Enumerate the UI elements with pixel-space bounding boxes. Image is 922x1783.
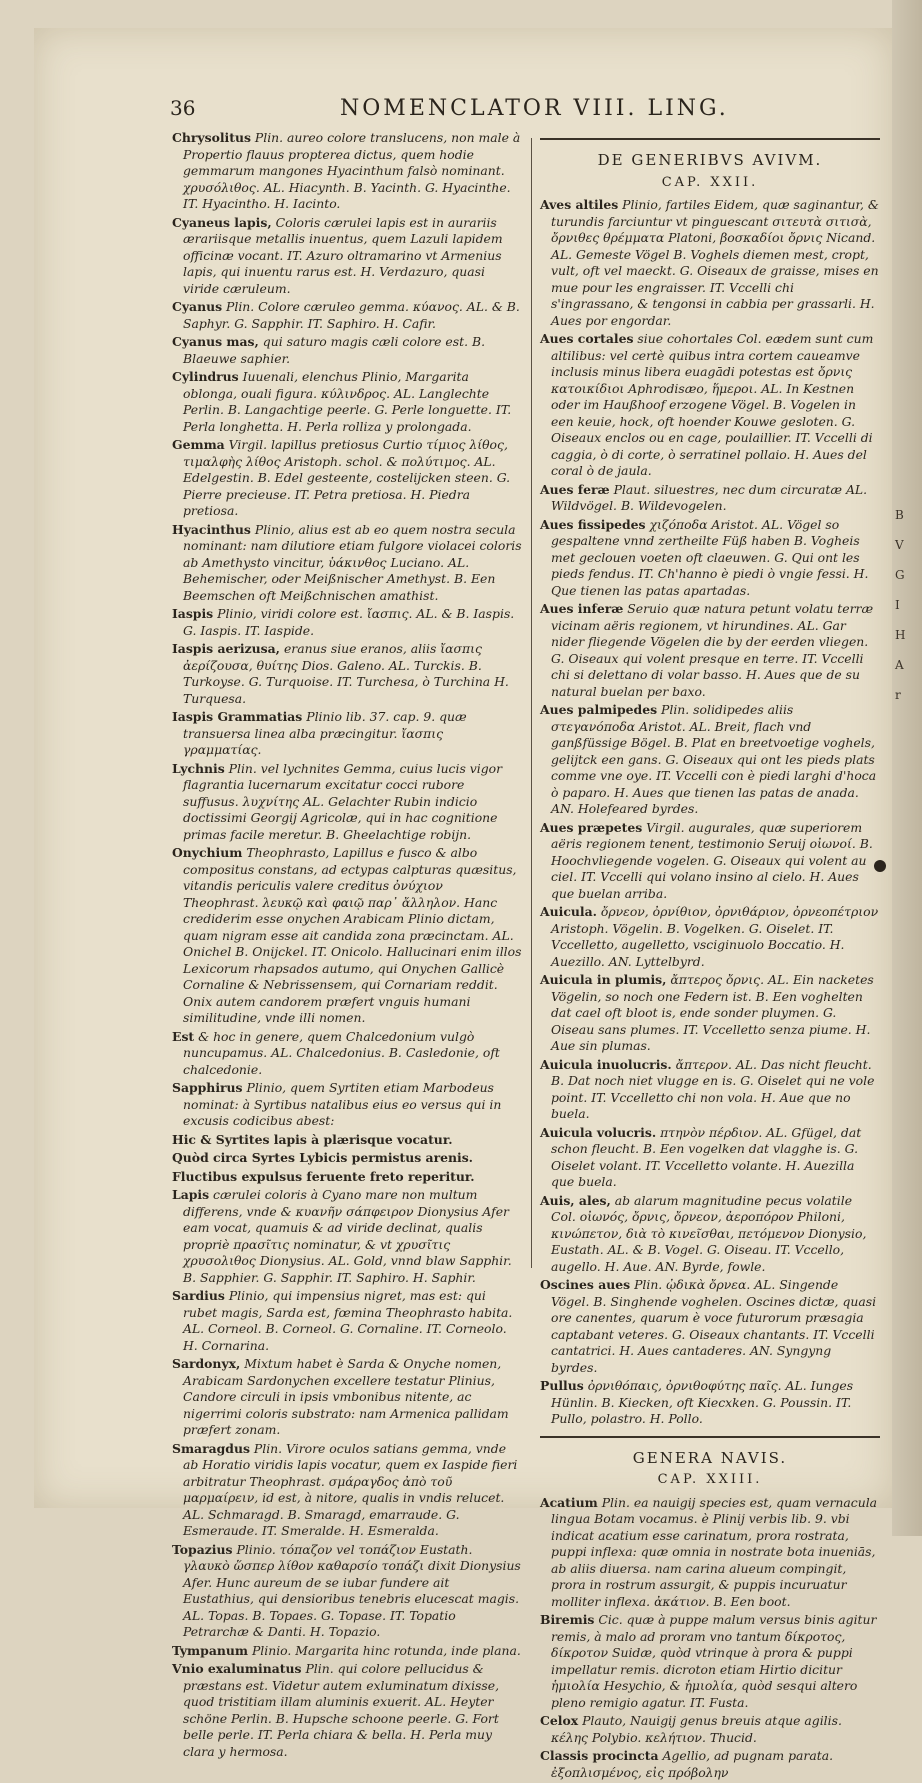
entry: Hyacinthus Plinio, alius est ab eo quem nostra secula nominant: nam dilutiore etiam fulgore violacei coloris ab Amethysto vincitur, ὑάκινθος Luciano. AL. Behemischer, oder Meißnischer Amethyst. B. Een Beemschen oft Meißchnischen amathist. xyxy=(172,521,522,603)
page-number: 36 xyxy=(170,96,196,120)
entry: Acatium Plin. ea nauigij species est, quam vernacula lingua Botam vocamus. è Plinij verbis lib. 9. vbi indicat acatium esse carinatum, prora rostrata, puppi inflexa: quæ omnia in nostrate bota inueniās, ab aliis diuersa. nam carina alueum compingit, prora in rostrum assurgit, & puppis incuruatur molliter inflexa. ἀκάτιον. B. Een boot. xyxy=(540,1494,878,1609)
section-rule xyxy=(540,1436,880,1438)
entry: Sardonyx, Mixtum habet è Sarda & Onyche nomen, Arabicam Sardonychen excellere testatur Plinius, Candore circuli in ipsis vmbonibus nitente, ac nigerrimi coloris substrato: nam Armenica pallidam præfert zonam. xyxy=(172,1356,509,1437)
section-rule xyxy=(540,138,880,140)
entry: Classis procincta Agellio, ad pugnam parata. ἐξοπλισμένος, εἰς πρόβολην xyxy=(540,1748,834,1780)
entry: Smaragdus Plin. Virore oculos satians gemma, vnde ab Horatio viridis lapis vocatur, quem ex Iaspide fieri arbitratur Theophrast. σμάραγδος ἀπὸ τοῦ μαρμαίρειν, id est, à nitore, qualis in vndis relucet. AL. Schmaragd. B. Smaragd, emarraude. G. Esmeraude. IT. Smeralde. H. Esmeralda. xyxy=(172,1440,518,1538)
page-header xyxy=(170,96,890,130)
entry: Auicula in plumis, ἄπτερος ὄρνις. AL. Ein nacketes Vögelin, so noch one Federn ist. B. Een voghelten dat cael oft bloot is, ende sonder pluymen. G. Oiseau sans plumes. IT. Vccelletto senza piume. H. Aue sin plumas. xyxy=(540,972,874,1053)
entry: Cyaneus lapis, Coloris cærulei lapis est in aurariis ærariisque metallis inuentus, quem Lazuli lapidem officinæ vocant. IT. Azuro oltramarino vt Armenius lapis, qui inuentu rarus est. H. Verdazuro, quasi viride cæruleum. xyxy=(172,214,503,296)
ink-blot xyxy=(874,860,886,872)
entry: Celox Plauto, Nauigij genus breuis atque agilis. κέλης Polybio. κελήτιον. Thucid. xyxy=(540,1713,842,1745)
entry: Pullus ὀρνιθόπαις, ὀρνιθοφύτης παῖς. AL. Iunges Hünlin. B. Kiecken, oft Kiecxken. G. Poussin. IT. Pullo, polastro. H. Pollo. xyxy=(540,1378,854,1426)
entry: Chrysolitus Plin. aureo colore translucens, non male à Propertio flauus propterea dictus, quem hodie gemmarum mangones Hyacinthum falsò nominant. χρυσόλιθος. AL. Hiacynth. B. Yacinth. G. Hyacinthe. IT. Hyacintho. H. Iacinto. xyxy=(172,130,521,211)
entry: Cylindrus Iuuenali, elenchus Plinio, Margarita oblonga, ouali figura. κύλινδρος. AL. Langlechte Perlin. B. Langachtige peerle. G. Perle longuette. IT. Perla longhetta. H. Perla rolliza y prolongada. xyxy=(172,369,512,434)
entry: Quòd circa Syrtes Lybicis permistus arenis. xyxy=(172,1150,473,1165)
entry: Lychnis Plin. vel lychnites Gemma, cuius lucis vigor flagrantia lucernarum excitatur cocci rubore suffusus. λυχνίτης AL. Gelachter Rubin indicio doctissimi Georgij Agricolæ, qui in hac cognitione primas facile meretur. B. Gheelachtige robijn. xyxy=(172,760,503,842)
entry: Aues inferæ Seruio quæ natura petunt volatu terræ vicinam aëris regionem, vt hirundines. AL. Gar nider fliegende Vögelen die by der eerden vliegen. G. Oiseaux qui volent presque en terre. IT. Vccelli chi si delettano di volar basso. H. Aues que de su natural buelan per baxo. xyxy=(540,601,874,699)
adjacent-page-edge xyxy=(892,0,922,1536)
entry: Oscines aues Plin. ᾠδικὰ ὄρνεα. AL. Singende Vögel. B. Singhende voghelen. Oscines dictæ, quasi ore canentes, quarum è voce futurorum præsagia captabant veteres. G. Oiseaux chantants. IT. Vccelli cantatrici. H. Aues cantaderes. AN. Syngyng byrdes. xyxy=(540,1277,877,1375)
entry: Hic & Syrtites lapis à plærisque vocatur. xyxy=(172,1131,453,1147)
entry: Tympanum Plinio. Margarita hinc rotunda, inde plana. xyxy=(172,1642,521,1658)
entry: Topazius Plinio. τόπαζον vel τοπάζιον Eustath. γλαυκὸ ὥσπερ λίθον καθαρσίο τοπάζι dixit Dionysius Afer. Hunc aureum de se iubar fundere ait Eustathius, qui densioribus tenebris elucescat magis. AL. Topas. B. Topaes. G. Topase. IT. Topatio Petrarchæ & Danti. H. Topazio. xyxy=(172,1541,521,1639)
entry: Auicula volucris. πτηνὸν πέρδιον. AL. Gfügel, dat schon fleucht. B. Een vogelken dat vlagghe is. G. Oiselet volant. IT. Vccelletto volante. H. Auezilla que buela. xyxy=(540,1124,862,1189)
entry: Iaspis Plinio, viridi colore est. ἴασπις. AL. & B. Iaspis. G. Iaspis. IT. Iaspide. xyxy=(172,606,515,638)
entry: Aues palmipedes Plin. solidipedes aliis στεγανόποδα Aristot. AL. Breit, flach vnd ganßfüssige Bögel. B. Plat en breetvoetige voghels, gelijtck een gans. G. Oiseaux qui ont les pieds plats comme vne oye. IT. Vccelli con è piedi larghi d'hoca ò paparo. H. Aues que tienen las patas de anada. AN. Holefeared byrdes. xyxy=(540,702,877,816)
chapter-heading: CAP. XXII. xyxy=(661,174,759,190)
entry: Auis, ales, ab alarum magnitudine pecus volatile Col. οἰωνός, ὄρνις, ὄρνεον, ἀεροπόρον Philoni, κινώπετον, διὰ τὸ κινεῖσθαι, πετόμενον Dionysio, Eustath. AL. & B. Vogel. G. Oiseau. IT. Vccello, augello. H. Aue. AN. Byrde, fowle. xyxy=(540,1192,867,1274)
entry: Aues fissipedes χιζόποδα Aristot. AL. Vögel so gespaltene vnnd zertheilte Füß haben B. Vogheis met geclouen voeten oft claeuwen. G. Qui ont les pieds fendus. IT. Ch'hanno è piedi ò vngie fessi. H. Que tienen las patas apartadas. xyxy=(540,516,869,598)
entry: Lapis cærulei coloris à Cyano mare non multum differens, vnde & κυανῆν σάπφειρον Dionysius Afer eam vocat, quamuis & ad viride declinat, qualis propriè πρασῖτις nominatur, & vt χρυσῖτις χρυσολιθος Dionysius. AL. Gold, vnnd blaw Sapphir. B. Sapphier. G. Sapphir. IT. Saphiro. H. Saphir. xyxy=(172,1187,512,1285)
entry: Auicula inuolucris. ἄπτερον. AL. Das nicht fleucht. B. Dat noch niet vlugge en is. G. Oiselet qui ne vole point. IT. Vccelletto chi non vola. H. Aue que no buela. xyxy=(540,1056,875,1121)
entry: Auicula. ὄρνεον, ὀρνίθιον, ὀρνιθάριον, ὀρνεοπέτριον Aristoph. Vögelin. B. Vogelken. G. Oiselet. IT. Vccelletto, augelletto, vsciginuolo Boccatio. H. Auezillo. AN. Lyttelbyrd. xyxy=(540,904,879,969)
left-column xyxy=(172,130,522,1762)
entry: Est & hoc in genere, quem Chalcedonium vulgò nuncupamus. AL. Chalcedonius. B. Casledonie, oft chalcedonie. xyxy=(172,1028,500,1077)
adjacent-page-letters: B V G I H A r xyxy=(895,508,906,702)
column-divider xyxy=(531,138,532,1268)
entry: Sapphirus Plinio, quem Syrtiten etiam Marbodeus nominat: à Syrtibus natalibus eius eo versus qui in excusis codicibus abest: xyxy=(172,1080,502,1128)
entry: Cyanus mas, qui saturo magis cæli colore est. B. Blaeuwe saphier. xyxy=(172,334,486,366)
entry: Iaspis aerizusa, eranus siue eranos, aliis ἴασπις ἀερίζουσα, θυίτης Dios. Galeno. AL. Turckis. B. Turkoyse. G. Turquoise. IT. Turchesa, ò Turchina H. Turquesa. xyxy=(172,641,509,706)
entry: Cyanus Plin. Colore cæruleo gemma. κύανος. AL. & B. Saphyr. G. Sapphir. IT. Saphiro. H. Cafir. xyxy=(172,299,520,331)
section-title-ships: GENERA NAVIS. xyxy=(632,1448,788,1467)
entry: Vnio exaluminatus Plin. qui colore pellucidus & præstans est. Videtur autem exluminatum dixisse, quod tristitiam illam aluminis exuerit. AL. Heyter schöne Perlin. B. Hupsche schoone peerle. G. Fort belle perle. IT. Perla chiara & bella. H. Perla muy clara y hermosa. xyxy=(172,1661,500,1759)
entry: Aves altiles Plinio, fartiles Eidem, quæ saginantur, & turundis farciuntur vt pinguescant σιτευτὰ σιτισὰ, ὄρνιθες θρέμματα Platoni, βοσκαδίοι ὄρνις Nicand. AL. Gemeste Vögel B. Voghels diemen mest, cropt, vult, oft vel maeckt. G. Oiseaux de graisse, mises en mue pour les engraisser. IT. Vccelli chi s'ingrassano, & tengonsi in cabbia per grassarli. H. Aues por engordar. xyxy=(540,197,879,328)
entry: Aues cortales siue cohortales Col. eædem sunt cum altilibus: vel certè quibus intra cortem caueamve inclusis minus libera euagādi potestas est ὄρνις κατοικίδιοι Aphrodisæo, ἥμεροι. AL. In Kestnen oder im Haußhoof erzogene Vögel. B. Vogelen in een keuie, hock, oft hoender Kouwe gesloten. G. Oiseaux enclos ou en cage, poulaillier. IT. Vccelli di caggia, ò di corte, ò serratinel pollaio. H. Aues del coral ò de jaula. xyxy=(540,331,874,478)
running-title: NOMENCLATOR VIII. LING. xyxy=(340,96,729,121)
entry: Iaspis Grammatias Plinio lib. 37. cap. 9. quæ transuersa linea alba præcingitur. ἴασπις γραμματίας. xyxy=(172,709,467,757)
entry: Aues præpetes Virgil. augurales, quæ superiorem aëris regionem tenent, testimonio Seruij οἰωνοί. B. Hoochvliegende vogelen. G. Oiseaux qui volent au ciel. IT. Vccelli qui volano insino al cielo. H. Aues que buelan arriba. xyxy=(540,819,873,901)
entry: Aues feræ Plaut. siluestres, nec dum circuratæ AL. Wildvögel. B. Wildevogelen. xyxy=(540,481,868,513)
chapter-heading: CAP. XXIII. xyxy=(657,1472,763,1487)
right-column xyxy=(540,130,880,1783)
entry: Fluctibus expulsus feruente freto reperitur. xyxy=(172,1168,475,1184)
entry: Gemma Virgil. lapillus pretiosus Curtio τίμιος λίθος, τιμαλφὴς λίθος Aristoph. schol. & πολύτιμος. AL. Edelgestin. B. Edel gesteente, costelijcken steen. G. Pierre precieuse. IT. Petra pretiosa. H. Piedra pretiosa. xyxy=(172,437,511,518)
entry: Sardius Plinio, qui impensius nigret, mas est: qui rubet magis, Sarda est, fœmina Theophrasto habita. AL. Corneol. B. Corneol. G. Cornaline. IT. Corneolo. H. Cornarina. xyxy=(172,1288,513,1353)
entry: Onychium Theophrasto, Lapillus e fusco & albo compositus constans, ad ectypas calpturas quæsitus, vitandis periculis valere creditus ὀνύχιον Theophrast. λευκῷ καὶ φαιῷ παρ᾿ ἄλληλον. Hanc crediderim esse onychen Arabicam Plinio dictam, quam nigram esse ait candida zona præcinctam. AL. Onichel B. Onijckel. IT. Onicolo. Hallucinari enim illos Lexicorum rhapsados autumo, qui Onychen Gallicè Cornaline & Nebrissensem, qui Cornariam reddit. Onix autem candorem præfert vnguis humani similitudine, vnde illi nomen. xyxy=(172,845,522,1025)
section-title-birds: DE GENERIBVS AVIVM. xyxy=(597,151,823,169)
entry: Biremis Cic. quæ à puppe malum versus binis agitur remis, à malo ad proram vno tantum δίκροτος, δίκροτον Suidæ, quòd vtrinque à prora & puppi impellatur remis. dicroton etiam Hirtio dicitur ἡμιολία Hesychio, & ἡμιολία, quòd sesqui altero pleno remigio agatur. IT. Fusta. xyxy=(540,1612,877,1710)
